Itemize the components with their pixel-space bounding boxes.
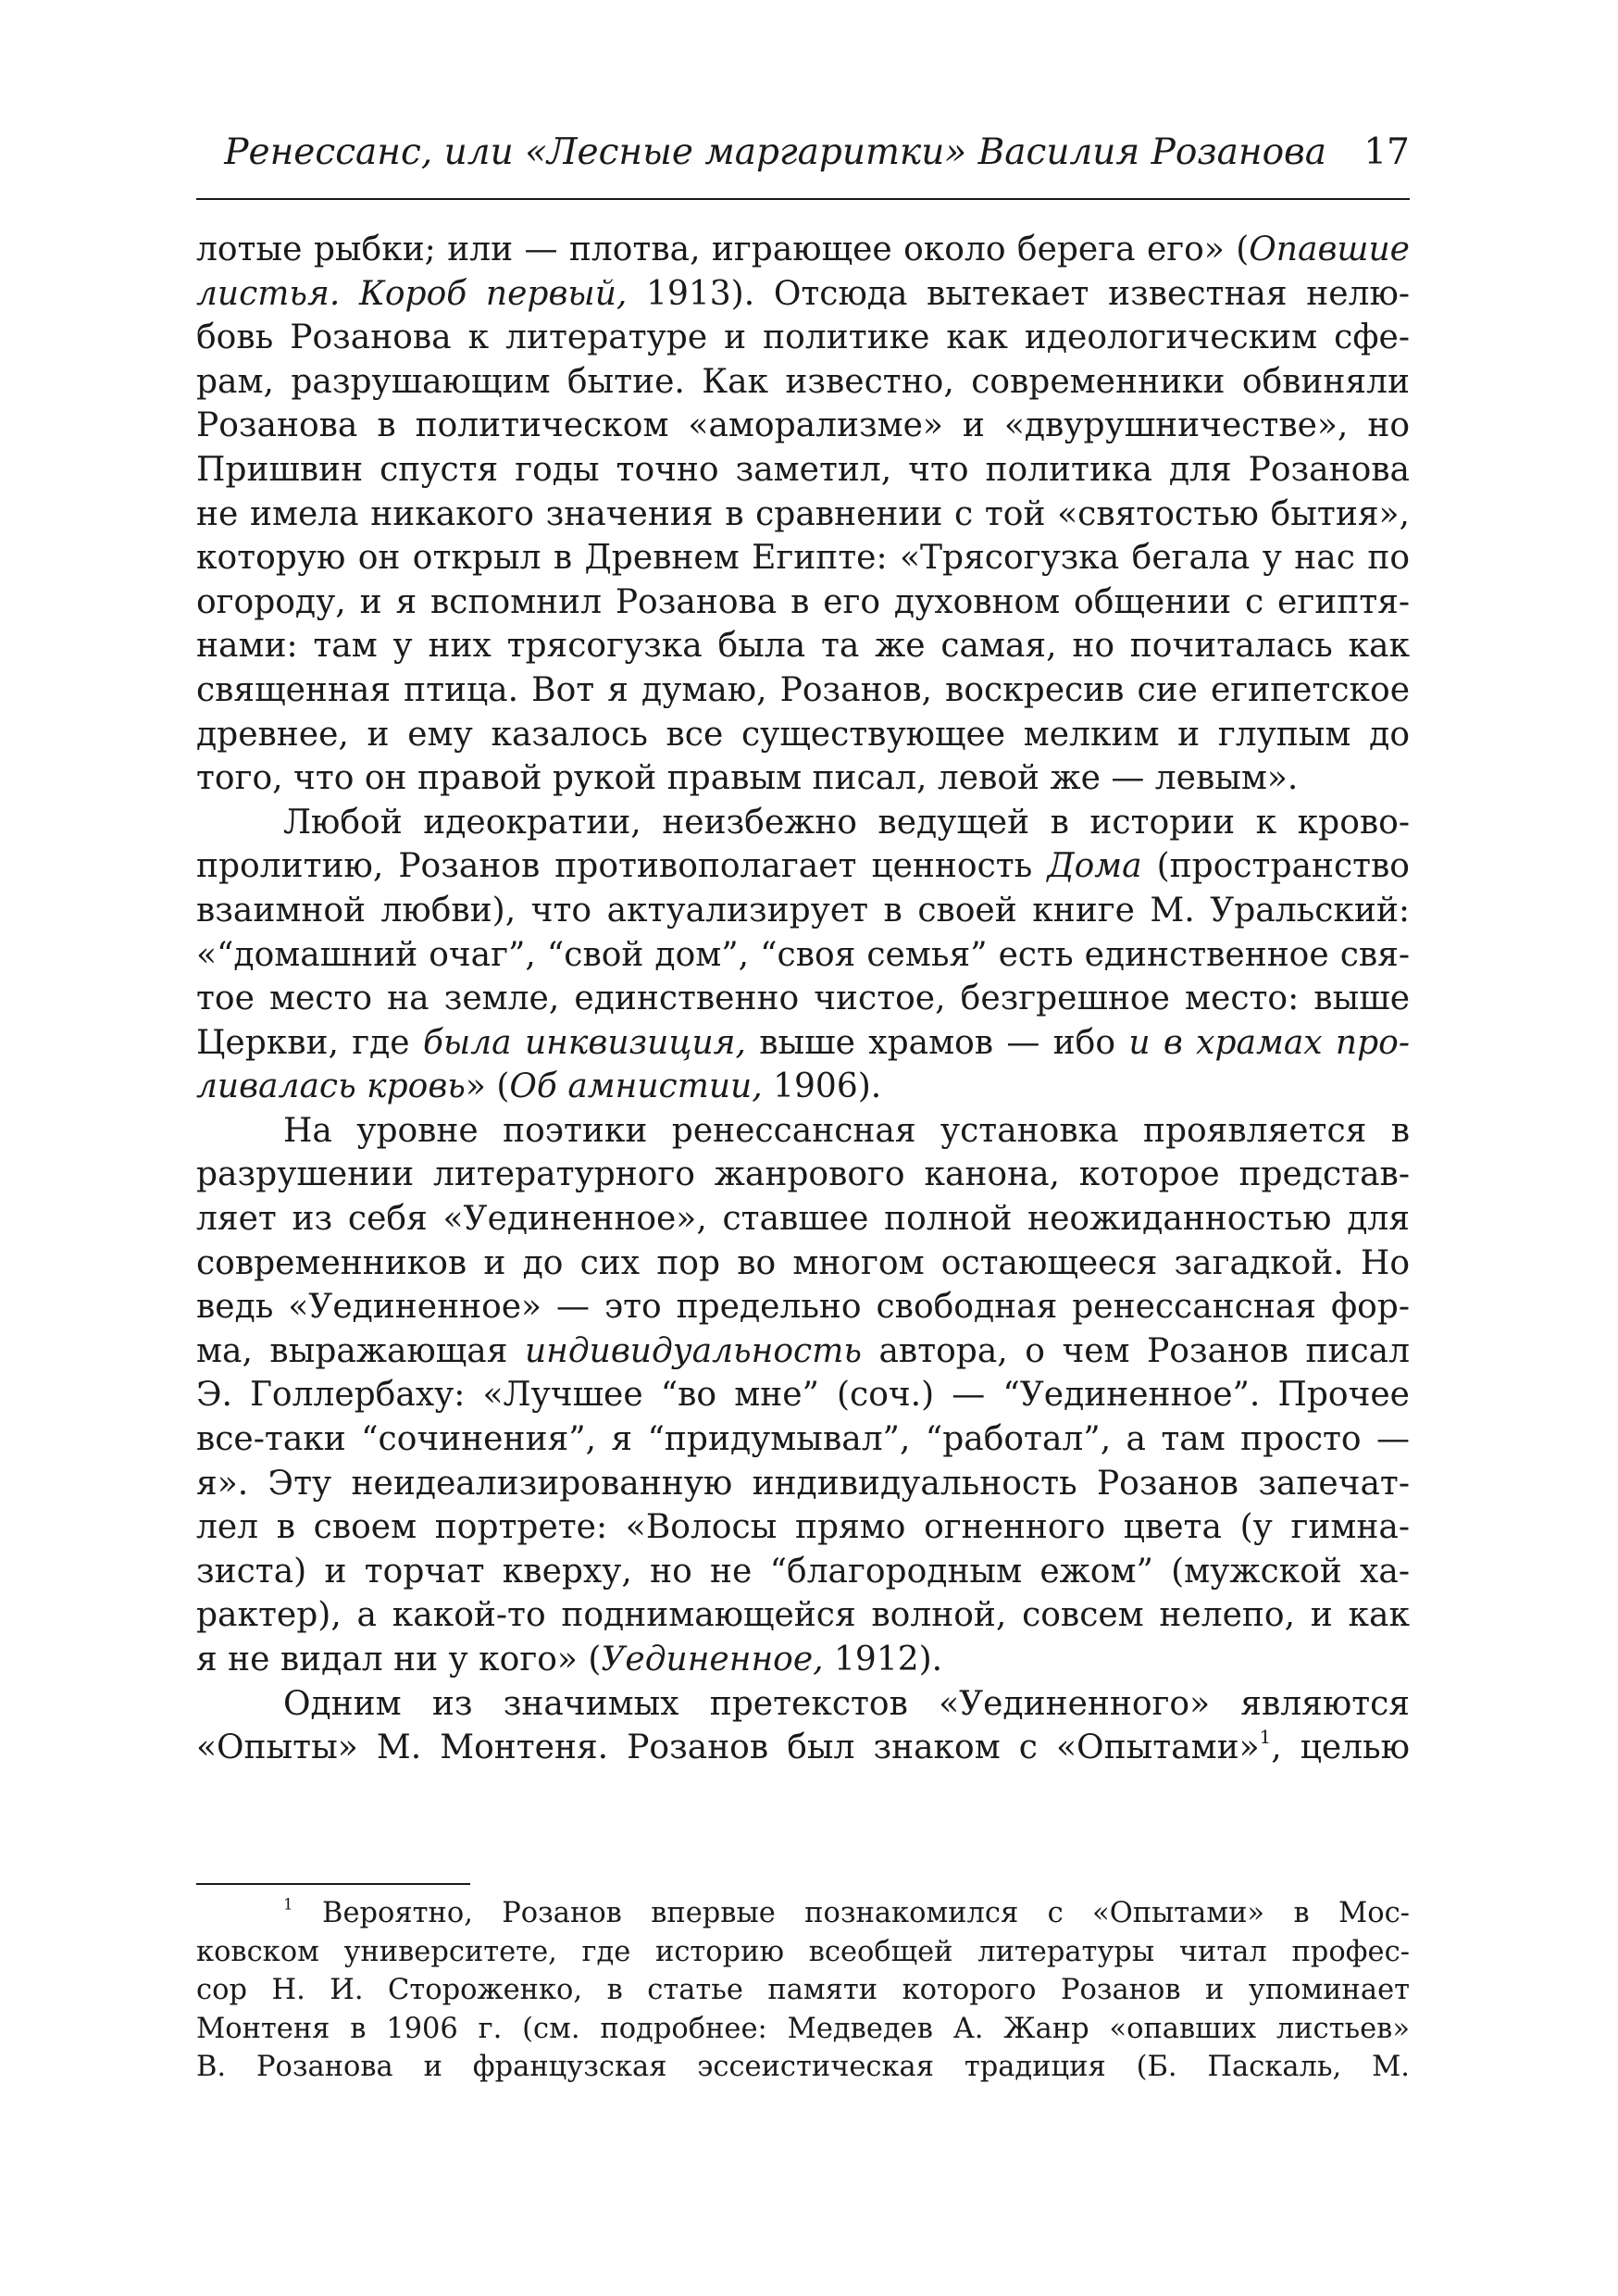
text-run: все-таки “сочинения”, я “придумывал”, “работал”, а там просто — [196, 1420, 1410, 1459]
text-run: которую он открыл в Древнем Египте: «Трясогузка бегала у нас по [196, 539, 1410, 578]
text-run: того, что он правой рукой правым писал, левой же — левым». [196, 759, 1299, 798]
text-run: я». Эту неидеализированную индивидуальность Розанов запечат- [196, 1464, 1410, 1503]
text-line [196, 1550, 1410, 1594]
text-line [196, 1505, 1410, 1550]
text-run: лотые рыбки; или — плотва, играющее около берега его» ( [196, 231, 1250, 268]
text-line [196, 889, 1410, 933]
text-run: ма, выражающая [196, 1331, 525, 1370]
text-run: Пришвин спустя годы точно заметил, что политика для Розанова [196, 450, 1410, 489]
footnote-line [196, 1971, 1410, 2010]
text-line [196, 668, 1410, 713]
text-run: 1913). Отсюда вытекает известная нелю- [627, 274, 1410, 313]
text-line [196, 1373, 1410, 1417]
italic-text: листья. Короб первый, [196, 274, 628, 313]
text-run: 1906). [762, 1067, 882, 1106]
text-run: , целью [1271, 1728, 1410, 1767]
text-line [196, 1462, 1410, 1506]
text-line [196, 1417, 1410, 1462]
footnote-line [196, 2010, 1410, 2049]
text-line [196, 580, 1410, 625]
text-line [196, 536, 1410, 580]
text-run: Церкви, где [196, 1023, 423, 1062]
text-run: Одним из значимых претекстов «Уединенного» являются [283, 1684, 1410, 1723]
text-line [196, 1242, 1410, 1286]
text-run: лел в своем портрете: «Волосы прямо огненного цвета (у гимна- [196, 1508, 1410, 1547]
italic-text: и в храмах про- [1128, 1023, 1410, 1062]
text-run: пролитию, Розанов противополагает ценность [196, 847, 1048, 886]
italic-text: Уединенное, [601, 1641, 824, 1678]
text-run: » ( [465, 1067, 510, 1106]
italic-text: ливалась кровь [196, 1067, 466, 1106]
text-line [196, 1021, 1410, 1066]
text-line [196, 404, 1410, 448]
text-line [196, 977, 1410, 1021]
footnote-line [196, 1894, 1410, 1933]
italic-text: индивидуальность [524, 1331, 862, 1370]
text-run: священная птица. Вот я думаю, Розанов, воскресив сие египетское [196, 670, 1410, 709]
text-line [196, 1065, 1410, 1109]
text-run: древнее, и ему казалось все существующее мелким и глупым до [196, 715, 1410, 754]
text-run: «Опыты» М. Монтеня. Розанов был знаком с «Опытами» [196, 1728, 1260, 1767]
text-run: (пространство [1141, 847, 1410, 886]
text-run: я не видал ни у кого» ( [196, 1641, 602, 1678]
text-line [196, 1109, 1410, 1154]
italic-text: Об амнистии, [509, 1067, 763, 1106]
text-run: «“домашний очаг”, “свой дом”, “своя семья” есть единственное свя- [196, 935, 1410, 974]
text-run: В. Розанова и французская эссеистическая традиция (Б. Паскаль, М. [196, 2051, 1410, 2083]
text-line [196, 801, 1410, 845]
text-run: ковском университете, где историю всеобщей литературы читал профес- [196, 1935, 1410, 1968]
running-header [196, 119, 1410, 200]
text-line [196, 713, 1410, 757]
footnotes [196, 1894, 1410, 2087]
footnote-line [196, 2048, 1410, 2087]
text-line [196, 448, 1410, 493]
text-run: ведь «Уединенное» — это предельно свободная ренессансная фор- [196, 1288, 1410, 1327]
text-run: сор Н. И. Стороженко, в статье памяти которого Розанов и упоминает [196, 1974, 1410, 2006]
running-head-title: Ренессанс, или «Лесные маргаритки» Василия Розанова [224, 131, 1326, 173]
text-run: Э. Голлербаху: «Лучшее “во мне” (соч.) — “Уединенное”. Прочее [196, 1376, 1410, 1415]
text-run: На уровне поэтики ренессансная установка проявляется в [283, 1111, 1410, 1150]
text-run: рактер), а какой-то поднимающейся волной, совсем нелепо, и как [196, 1596, 1410, 1635]
footnote-marker: 1 [1259, 1727, 1272, 1749]
text-run: автора, о чем Розанов писал [861, 1331, 1410, 1370]
text-line [196, 1726, 1410, 1770]
text-line [196, 933, 1410, 978]
text-line [196, 1682, 1410, 1727]
text-line [196, 624, 1410, 668]
text-line [196, 1285, 1410, 1329]
footnote-line [196, 1933, 1410, 1972]
text-run: рам, разрушающим бытие. Как известно, современники обвиняли [196, 362, 1410, 401]
text-run: 1912). [823, 1641, 943, 1678]
text-run: выше храмов — ибо [745, 1023, 1129, 1062]
italic-text: Опавшие [1249, 231, 1410, 268]
text-line [196, 228, 1410, 272]
page-number: 17 [1363, 131, 1410, 173]
text-run: разрушении литературного жанрового канона, которое представ- [196, 1155, 1410, 1194]
italic-text: была инквизиция, [422, 1023, 746, 1062]
text-run: взаимной любви), что актуализирует в своей книге М. Уральский: [196, 891, 1410, 930]
text-line [196, 1593, 1410, 1638]
text-run: Любой идеократии, неизбежно ведущей в истории к крово- [283, 803, 1410, 842]
text-run: нами: там у них трясогузка была та же самая, но почиталась как [196, 627, 1410, 666]
text-run: Вероятно, Розанов впервые познакомился с «Опытами» в Мос- [292, 1897, 1410, 1929]
text-run: тое место на земле, единственно чистое, безгрешное место: выше [196, 980, 1410, 1018]
text-line [196, 316, 1410, 360]
text-run: огороду, и я вспомнил Розанова в его духовном общении с египтя- [196, 582, 1410, 621]
text-line [196, 756, 1410, 801]
text-line [196, 1153, 1410, 1197]
text-run: современников и до сих пор во многом остающееся загадкой. Но [196, 1243, 1410, 1282]
footnote-marker: 1 [283, 1894, 293, 1914]
text-line [196, 844, 1410, 889]
text-run: Розанова в политическом «аморализме» и «двурушничестве», но [196, 406, 1410, 445]
text-line [196, 493, 1410, 537]
text-line [196, 1197, 1410, 1242]
text-line [196, 1638, 1410, 1682]
text-line [196, 1329, 1410, 1374]
text-run: Монтеня в 1906 г. (см. подробнее: Медведев А. Жанр «опавших листьев» [196, 2012, 1410, 2045]
italic-text: Дома [1047, 847, 1142, 886]
main-text [196, 228, 1410, 1770]
text-line [196, 360, 1410, 405]
text-run: бовь Розанова к литературе и политике как идеологическим сфе- [196, 318, 1410, 357]
footnote-divider [196, 1883, 470, 1885]
text-run: ляет из себя «Уединенное», ставшее полной неожиданностью для [196, 1200, 1410, 1239]
text-line [196, 272, 1410, 317]
text-run: не имела никакого значения в сравнении с той «святостью бытия», [196, 494, 1410, 533]
text-run: зиста) и торчат кверху, но не “благородным ежом” (мужской ха- [196, 1552, 1410, 1591]
